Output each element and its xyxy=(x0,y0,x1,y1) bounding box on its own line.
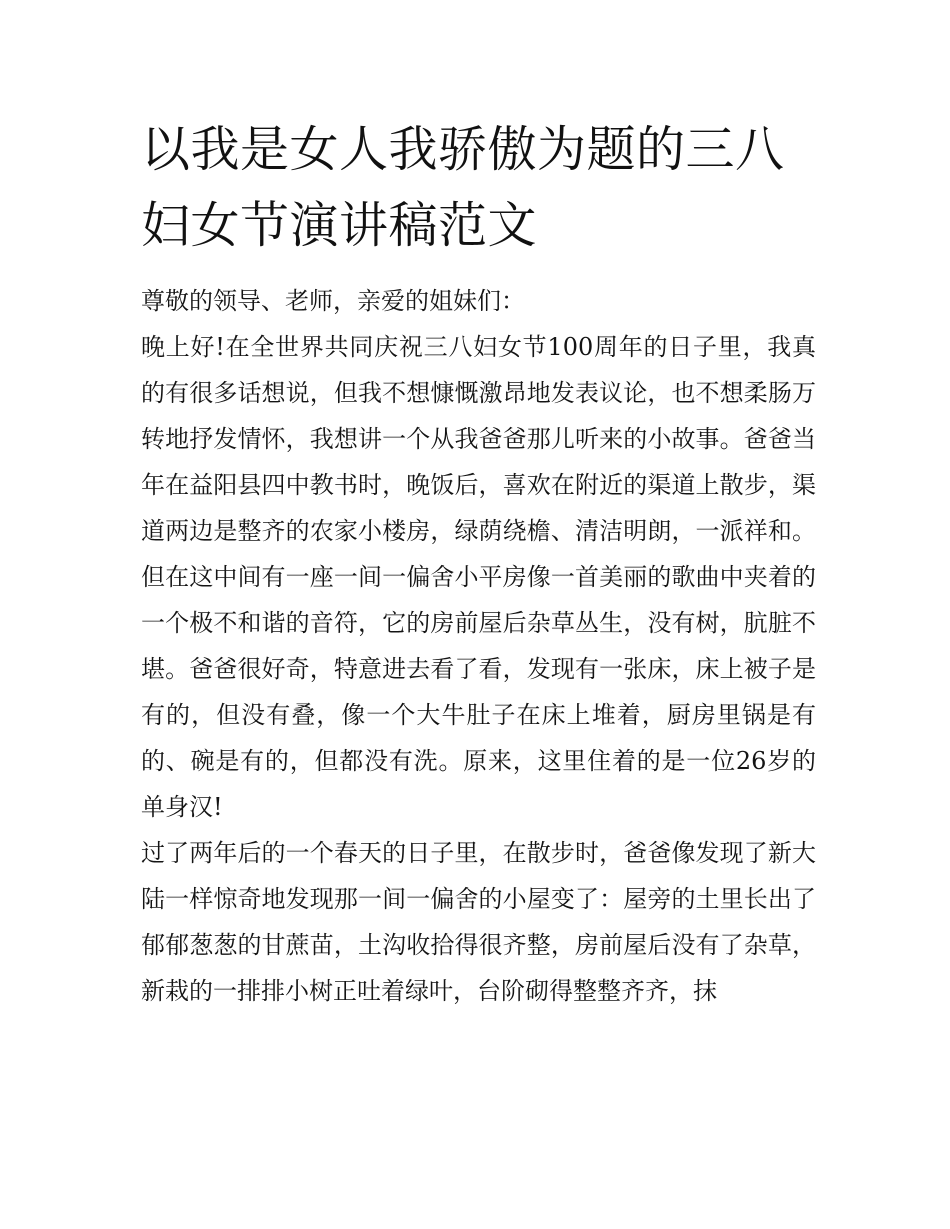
document-title: 以我是女人我骄傲为题的三八妇女节演讲稿范文 xyxy=(141,121,785,254)
paragraph-greeting: 尊敬的领导、老师，亲爱的姐妹们： xyxy=(141,287,525,315)
paragraph-continuation: 过了两年后的一个春天的日子里，在散步时，爸爸像发现了新大陆一样惊奇地发现那一间一偏舍的小屋变了：屋旁的土里长出了郁郁葱葱的甘蔗苗，土沟收拾得很齐整，房前屋后没有了杂草，新栽的一排排小树正吐着绿叶，台阶砌得整整齐齐，抹 xyxy=(141,839,816,1005)
document-body xyxy=(141,278,816,1014)
paragraph-story: 晚上好!在全世界共同庆祝三八妇女节100周年的日子里，我真的有很多话想说，但我不想慷慨激昂地发表议论，也不想柔肠万转地抒发情怀，我想讲一个从我爸爸那儿听来的小故事。爸爸当年在益阳县四中教书时，晚饭后，喜欢在附近的渠道上散步，渠道两边是整齐的农家小楼房，绿荫绕檐、清洁明朗，一派祥和。但在这中间有一座一间一偏舍小平房像一首美丽的歌曲中夹着的一个极不和谐的音符，它的房前屋后杂草丛生，没有树，肮脏不堪。爸爸很好奇，特意进去看了看，发现有一张床，床上被子是有的，但没有叠，像一个大牛肚子在床上堆着，厨房里锅是有的、碗是有的，但都没有洗。原来，这里住着的是一位26岁的单身汉! xyxy=(141,333,816,821)
